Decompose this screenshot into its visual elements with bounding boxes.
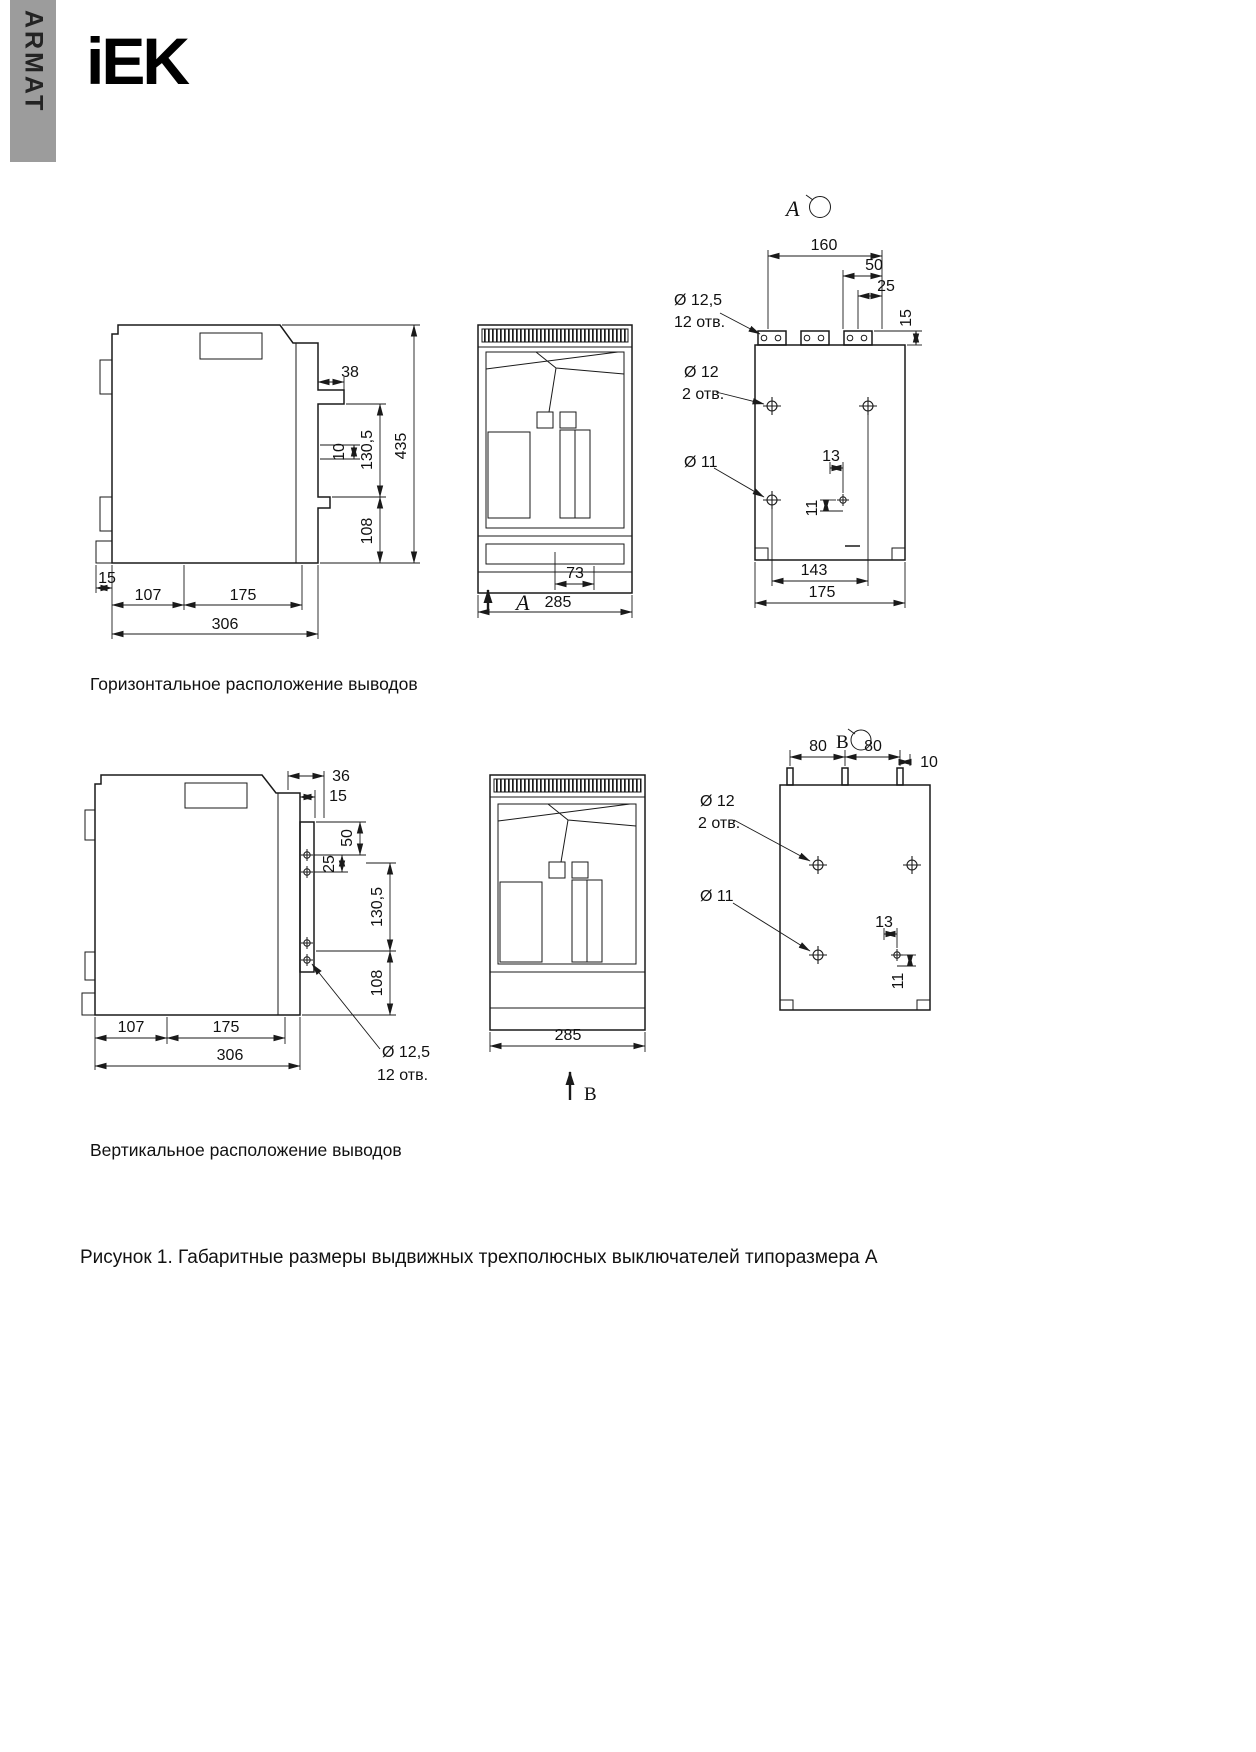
h-rear-dim-25: 25 [877, 278, 895, 295]
h-side-dim-130-5: 130,5 [359, 429, 376, 471]
vent-grille [482, 329, 628, 342]
h-rear-hole-12-count: 2 отв. [682, 386, 725, 403]
h-rear-dim-11: 11 [804, 499, 821, 517]
v-side-dim-108: 108 [369, 969, 386, 997]
h-side-dim-175: 175 [229, 587, 257, 604]
mounting-hole [809, 946, 827, 964]
h-side-dim-10: 10 [331, 443, 348, 461]
h-rear-view [674, 195, 922, 608]
v-side-dim-130-5: 130,5 [369, 886, 386, 928]
h-rear-dim-143: 143 [800, 562, 828, 579]
v-rear-view [698, 729, 938, 1010]
v-side-dim-306: 306 [216, 1047, 244, 1064]
v-front-view [490, 775, 645, 1105]
v-front-dimensions [490, 1027, 645, 1105]
v-side-dim-175: 175 [212, 1019, 240, 1036]
h-side-dim-15: 15 [98, 570, 116, 587]
h-rear-dim-15: 15 [898, 309, 915, 327]
terminal-bolt-hole [301, 954, 313, 966]
v-side-outline [82, 775, 314, 1015]
h-side-dim-38: 38 [341, 364, 359, 381]
mounting-hole [809, 856, 827, 874]
h-rear-view-label: A [786, 196, 800, 221]
v-rear-dim-13: 13 [875, 914, 893, 931]
h-front-view [478, 325, 632, 618]
v-rear-hole-11: Ø 11 [700, 888, 734, 905]
figure-caption: Рисунок 1. Габаритные размеры выдвижных трехполюсных выключателей типоразмера А [80, 1247, 878, 1268]
h-rear-dim-13: 13 [822, 448, 840, 465]
h-front-dim-73: 73 [566, 565, 584, 582]
v-side-dim-25: 25 [321, 855, 338, 873]
v-front-view-letter: В [584, 1084, 597, 1105]
mounting-hole [859, 397, 877, 415]
h-side-dim-108: 108 [359, 517, 376, 545]
mounting-hole [763, 491, 781, 509]
v-side-dim-50: 50 [339, 829, 356, 847]
v-front-outline [490, 775, 645, 1030]
h-side-dim-306: 306 [211, 616, 239, 633]
v-side-hole-12-5: Ø 12,5 [382, 1044, 431, 1061]
h-rear-outline [755, 331, 905, 560]
v-side-dimensions [95, 768, 430, 1084]
v-rear-view-label: В [836, 732, 849, 753]
v-side-hole-12-5-count: 12 отв. [377, 1067, 429, 1084]
mounting-hole [891, 949, 903, 961]
v-rear-dim-11: 11 [890, 972, 907, 990]
v-rear-hole-12-count: 2 отв. [698, 815, 741, 832]
mounting-hole [763, 397, 781, 415]
v-front-dim-285: 285 [554, 1027, 582, 1044]
h-front-dimensions [478, 552, 632, 618]
series-label: ARMAT [19, 10, 48, 114]
v-side-dim-15: 15 [329, 788, 347, 805]
mounting-hole [837, 494, 849, 506]
terminal-bolt-hole [301, 866, 313, 878]
vent-grille [494, 779, 641, 792]
horizontal-section-label: Горизонтальное расположение выводов [90, 674, 418, 694]
v-side-view [82, 768, 430, 1084]
h-side-dimensions [96, 325, 420, 639]
h-side-dim-107: 107 [134, 587, 162, 604]
h-rear-dimensions [674, 237, 922, 608]
h-rear-hole-12-5: Ø 12,5 [674, 292, 723, 309]
v-rear-dim-80-right: 80 [864, 738, 882, 755]
v-side-dim-36: 36 [332, 768, 350, 785]
vertical-section-label: Вертикальное расположение выводов [90, 1140, 402, 1160]
iek-logo: iEK [86, 24, 188, 98]
v-rear-dim-10: 10 [920, 754, 938, 771]
h-front-view-letter: A [516, 590, 530, 615]
h-side-view [96, 325, 420, 639]
h-rear-dim-175: 175 [808, 584, 836, 601]
h-rear-dim-160: 160 [810, 237, 838, 254]
h-front-dim-285: 285 [544, 594, 572, 611]
h-rear-hole-12: Ø 12 [684, 364, 719, 381]
terminal-bolt-hole [301, 849, 313, 861]
h-side-dim-435: 435 [393, 432, 410, 460]
h-side-outline [96, 325, 344, 563]
v-rear-dim-80-left: 80 [809, 738, 827, 755]
h-rear-hole-12-5-count: 12 отв. [674, 314, 726, 331]
mounting-hole [903, 856, 921, 874]
h-rear-hole-11: Ø 11 [684, 454, 718, 471]
v-rear-hole-12: Ø 12 [700, 793, 735, 810]
terminal-bolt-hole [301, 937, 313, 949]
v-rear-outline [780, 768, 930, 1010]
h-rear-view-indicator [784, 195, 831, 221]
v-side-dim-107: 107 [117, 1019, 145, 1036]
h-rear-dim-50: 50 [865, 257, 883, 274]
